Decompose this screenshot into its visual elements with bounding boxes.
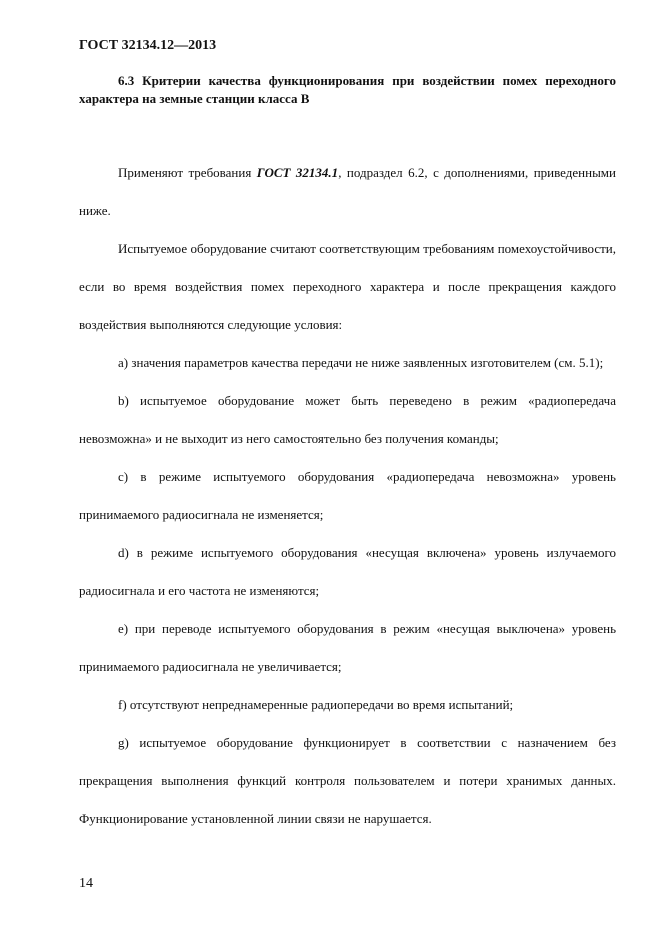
paragraph-text: Применяют требования [118, 165, 257, 180]
list-item-g: g) испытуемое оборудование функционирует в соответствии с назначением без прекращения выполнения функций контроля пользователем и потери хранимых данных. Функционирование установленной линии связи не нарушается. [79, 735, 616, 826]
list-item-d: d) в режиме испытуемого оборудования «несущая включена» уровень излучаемого радиосигнала и его частота не изменяются; [79, 545, 616, 598]
section-title: 6.3 Критерии качества функционирования при воздействии помех переходного характера на земные станции класса В [79, 73, 616, 106]
paragraph-conditions-intro: Испытуемое оборудование считают соответствующим требованиям помехоустойчивости, если во время воздействия помех переходного характера и после прекращения каждого воздействия выполняются следующие условия: [79, 241, 616, 332]
document-header: ГОСТ 32134.12—2013 [79, 38, 217, 53]
paragraph-requirements [79, 154, 616, 230]
list-item-c: c) в режиме испытуемого оборудования «радиопередача невозможна» уровень принимаемого радиосигнала не изменяется; [79, 469, 616, 522]
list-item-f: f) отсутствуют непреднамеренные радиопередачи во время испытаний; [118, 697, 514, 712]
paragraph-text: , подраздел 6.2, с дополнениями, приведенными ниже. [79, 165, 616, 218]
list-item-a: а) значения параметров качества передачи не ниже заявленных изготовителем (см. 5.1); [118, 355, 604, 370]
document-body [79, 154, 616, 838]
page-number: 14 [79, 876, 93, 891]
standard-reference: ГОСТ 32134.1 [256, 165, 339, 180]
list-item-e: e) при переводе испытуемого оборудования в режим «несущая выключена» уровень принимаемого радиосигнала не увеличивается; [79, 621, 616, 674]
list-item-b: b) испытуемое оборудование может быть переведено в режим «радиопередача невозможна» и не выходит из него самостоятельно без получения команды; [79, 393, 616, 446]
